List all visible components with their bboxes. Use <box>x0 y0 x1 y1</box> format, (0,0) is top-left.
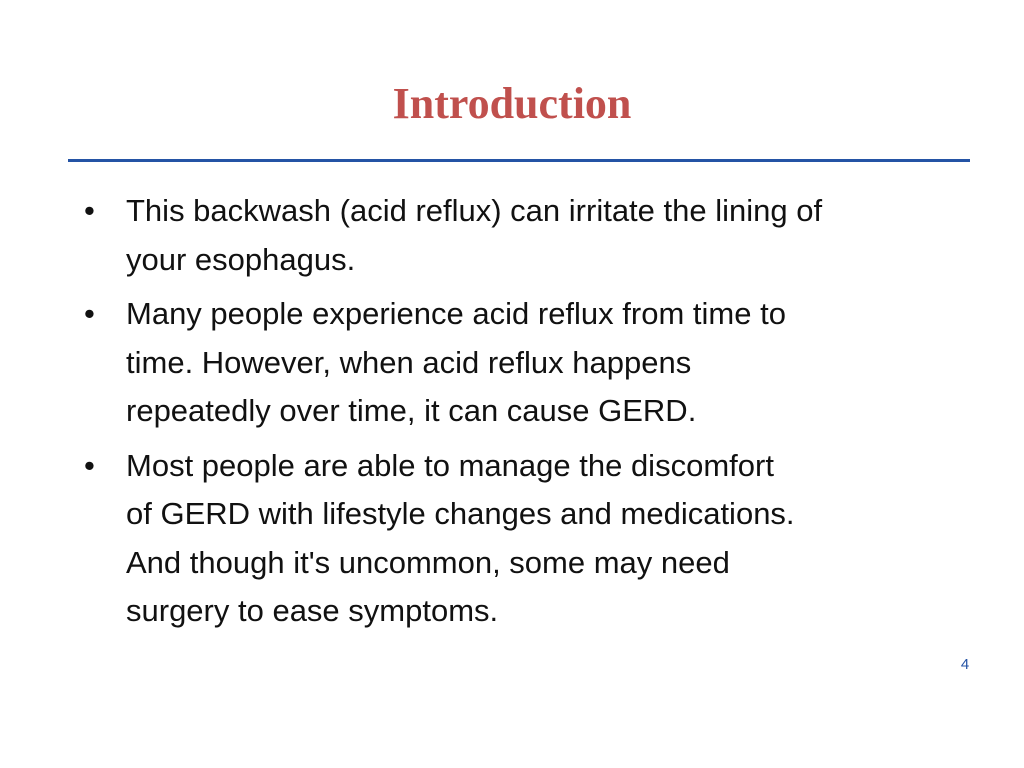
bullet-item <box>84 187 964 284</box>
bullet-line: surgery to ease symptoms. <box>126 593 499 628</box>
bullet-line: of GERD with lifestyle changes and medications. <box>126 496 795 531</box>
slide-title: Introduction <box>392 79 632 128</box>
bullet-point-icon: • <box>84 296 95 331</box>
page-number: 4 <box>960 656 970 673</box>
title-divider <box>68 159 970 162</box>
bullet-line: Most people are able to manage the discomfort <box>126 447 774 483</box>
bullet-line: repeatedly over time, it can cause GERD. <box>126 393 697 428</box>
bullet-point-icon: • <box>84 447 95 483</box>
bullet-line: your esophagus. <box>126 241 356 277</box>
bullet-line: This backwash (acid reflux) can irritate the lining of <box>126 193 823 228</box>
bullet-item <box>84 290 964 436</box>
bullet-line: time. However, when acid reflux happens <box>126 344 692 380</box>
bullet-line: Many people experience acid reflux from time to <box>126 296 786 331</box>
bullet-point-icon: • <box>84 193 95 228</box>
bullet-list <box>84 187 964 642</box>
bullet-line: And though it's uncommon, some may need <box>126 544 730 580</box>
bullet-item <box>84 442 964 636</box>
